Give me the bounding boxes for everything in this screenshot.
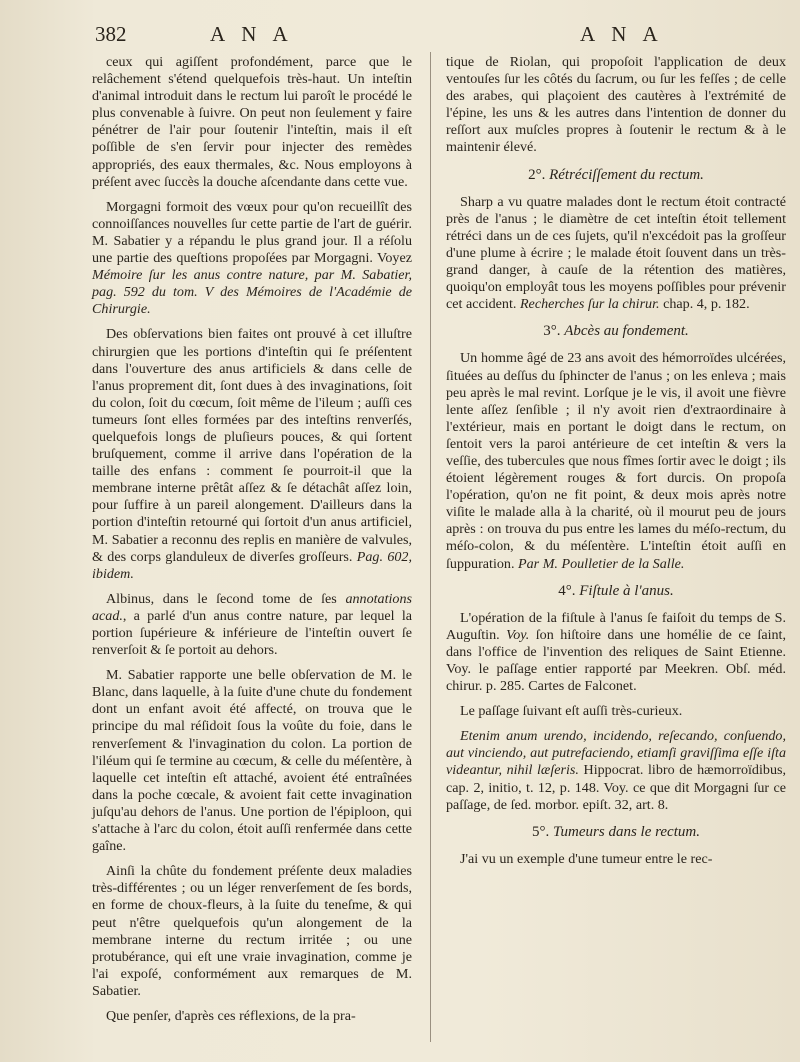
page-number: 382 [95,22,127,46]
section-heading [446,167,786,184]
body-text: ſon hiſtoire dans une homélie de ce ſaint, dans l'office de l'invention des reliques de Saint Etienne. Voy. le paſſage entier rapporté par Meekren. Obſ. méd. chirur. p. 285. Cartes de Falconet. [446,626,786,695]
paragraph [446,728,786,813]
body-text: J'ai vu un exemple d'une tumeur entre le rec- [460,850,713,867]
section-number: 5°. [532,823,554,840]
running-head-left: A N A [210,22,294,46]
body-text: M. Sabatier rapporte une belle obſervation de M. le Blanc, dans laquelle, à la ſuite d'une chute du fondement dont un enfant avoit été affecté, on trouva que le principe du mal réſidoit ſous la voûte du foie, dans le renverſement & l'invagination du colon. La portion de l'iléum qui ſe termine au cœcum, & celle du méſentère, à laquelle cet inteſtin eſt attaché, avoient été entraînées dans la poche cœcale, & avoient fait cette invagination juſqu'au dehors de l'anus. Une portion de l'épiploon, qui s'attache à l'arc du colon, étoit auſſi renfermée dans cette gaîne. [92,667,412,855]
body-text: Morgagni formoit des vœux pour qu'on recueillît des connoiſſances nouvelles ſur cette partie de l'art de guérir. M. Sabatier y a répandu le plus grand jour. Il a réſolu une partie des queſtions propoſées par Morgagni. Voyez [92,198,412,267]
section-title: Fiſtule à l'anus. [579,582,674,599]
body-text: Sharp a vu quatre malades dont le rectum étoit contracté près de l'anus ; le diamètre de cet inteſtin étoit tellement rétréci dans un de ces ſujets, qu'il n'excédoit pas la groſſeur d'une plume à écrire ; le malade étoit ſouvent dans un très-grand danger, à cauſe de la rétention des matières, quoiqu'on employât tous les moyens poſſibles pour prévenir cet accident. [446,193,786,313]
section-number: 4°. [558,582,580,599]
section-number: 2°. [528,166,550,183]
body-text: tique de Riolan, qui propoſoit l'application de deux ventouſes ſur les côtés du ſacrum, ou ſur les feſſes ; de celle des arabes, qui plaçoient des cautères à l'extrémité de l'épine, les uns & les autres dans l'intention de donner du reſſort aux muſcles propres à ſoutenir le rectum & à le maintenir élevé. [446,54,786,156]
section-heading [446,323,786,340]
section-title: Tumeurs dans le rectum. [553,823,700,840]
body-text: Un homme âgé de 23 ans avoit des hémorroïdes ulcérées, ſituées au deſſus du ſphincter de l'anus ; on les enleva ; mais peu après le mal revint. Lorſque je le vis, il avoit une fièvre lente aſſez ſenſible ; il n'y avoit rien d'extraordinaire à l'extérieur, mais en portant le doigt dans le rectum, on ſentoit vers la paroi antérieure de cet inteſtin & vers la veſſie, des tubercules que nous fîmes ſortir avec le doigt ; ils étoient légèrement rouges & fort durcis. On propoſa l'opération, qu'on ne fit point, & deux mois après notre viſite le malade alla à la charité, où il mourut peu de jours après : on trouva du pus entre les lames du méſo-rectum, du méſo-colon, & du méſentère. L'inteſtin étoit auſſi en ſuppuration. [446,350,786,572]
body-text: Ainſi la chûte du fondement préſente deux maladies très-différentes ; ou un léger renverſement de ſes bords, en forme de choux-fleurs, à la ſuite du teneſme, & qui peut n'être quelquefois qu'un alongement de la membrane interne du rectum irritée ; ou une protubérance, qui eſt une vraie invagination, comme je l'ai expoſé, conformément aux remarques de M. Sabatier. [92,863,412,999]
section-title: Rétréciſſement du rectum. [549,166,704,183]
paragraph [92,326,412,582]
paragraph [92,667,412,855]
section-heading [446,583,786,600]
running-head-right: A N A [580,22,664,46]
body-text: chap. 4, p. 182. [659,296,750,313]
body-text: ceux qui agiſſent profondément, parce que le relâchement s'étend quelquefois très-haut. Un inteſtin d'animal introduit dans le rectum lui paroît le procédé le plus convenable à ſuivre. On peut non ſeulement y faire pénétrer de l'air pour ſoutenir l'inteſtin, mais il eſt poſſible de s'en ſervir pour injecter des remèdes appropriés, des eaux thermales, &c. Nous employons à préſent avec ſuccès la douche aſcendante dans cette vue. [92,54,412,190]
citation-text: Pag. 602, ibidem. [92,548,412,582]
section-title: Abcès au fondement. [564,323,689,340]
paragraph [446,703,786,720]
body-text: , a parlé d'un anus contre nature, par lequel la portion ſupérieure & inférieure de l'inteſtin ouvert ſe renverſoit & ſe portoit au dehors. [92,607,412,659]
left-column [92,54,412,1033]
right-column [446,54,786,876]
citation-text: annotations acad. [92,590,412,624]
citation-text: Voy. [506,626,530,643]
body-text: Hippocrat. libro de hæmorroïdibus, cap. 2, initio, t. 12, p. 148. Voy. ce que dit Morgagni ſur ce paſſage, de ſed. morbor. epiſt. 32, art. 8. [446,762,786,813]
paragraph [446,194,786,314]
section-number: 3°. [543,323,565,340]
paragraph [446,350,786,572]
body-text: Albinus, dans le ſecond tome de ſes [106,590,346,607]
paragraph [92,1008,412,1025]
paragraph [92,199,412,319]
body-text: Le paſſage ſuivant eſt auſſi très-curieux. [460,703,683,720]
citation-text: Recherches ſur la chirur. [519,296,660,313]
paragraph [92,54,412,191]
citation-text: Par M. Poulletier de la Salle. [518,555,685,572]
paragraph [446,54,786,157]
body-text: Des obſervations bien faites ont prouvé à cet illuſtre chirurgien que les portions d'inteſtin qui ſe préſentent dans l'ouverture des anus artificiels & dans celle de l'anus proprement dit, ſont dues à des invaginations, ſoit du colon, ſoit du cœcum, ſoit même de l'ileum ; auſſi ces tumeurs ſont elles formées par des inteſtins renverſés, quelquefois longs de pluſieurs pouces, & qui ſortent bruſquement, comme il arrive dans l'opération de la taille des enfans : comment ſe pourroit-il que la membrane interne prêtât aſſez & ſe détachât aſſez loin, pour ſuffire à un pareil alongement. D'ailleurs dans la portion d'inteſtin retourné qui ſortoit d'un anus artificiel, M. Sabatier a reconnu des replis en manière de valvules, & des corps glanduleux de diverſes groſſeurs. [92,326,412,565]
paragraph [446,851,786,868]
section-heading [446,824,786,841]
body-text: Que penſer, d'après ces réflexions, de la pra- [106,1007,356,1024]
paragraph [92,863,412,1000]
paragraph [92,591,412,659]
column-divider [430,52,431,1042]
citation-text: Etenim anum urendo, incidendo, reſecando, conſuendo, aut vinciendo, aut putrefaciendo, etiamſi graviſſima eſſe iſta videantur, nihil læſeris. [446,728,786,779]
paragraph [446,610,786,695]
citation-text: Mémoire ſur les anus contre nature, par M. Sabatier, pag. 592 du tom. V des Mémoires de l'Académie de Chirurgie. [92,267,412,318]
body-text: L'opération de la fiſtule à l'anus ſe faiſoit du temps de S. Auguſtin. [446,609,786,643]
